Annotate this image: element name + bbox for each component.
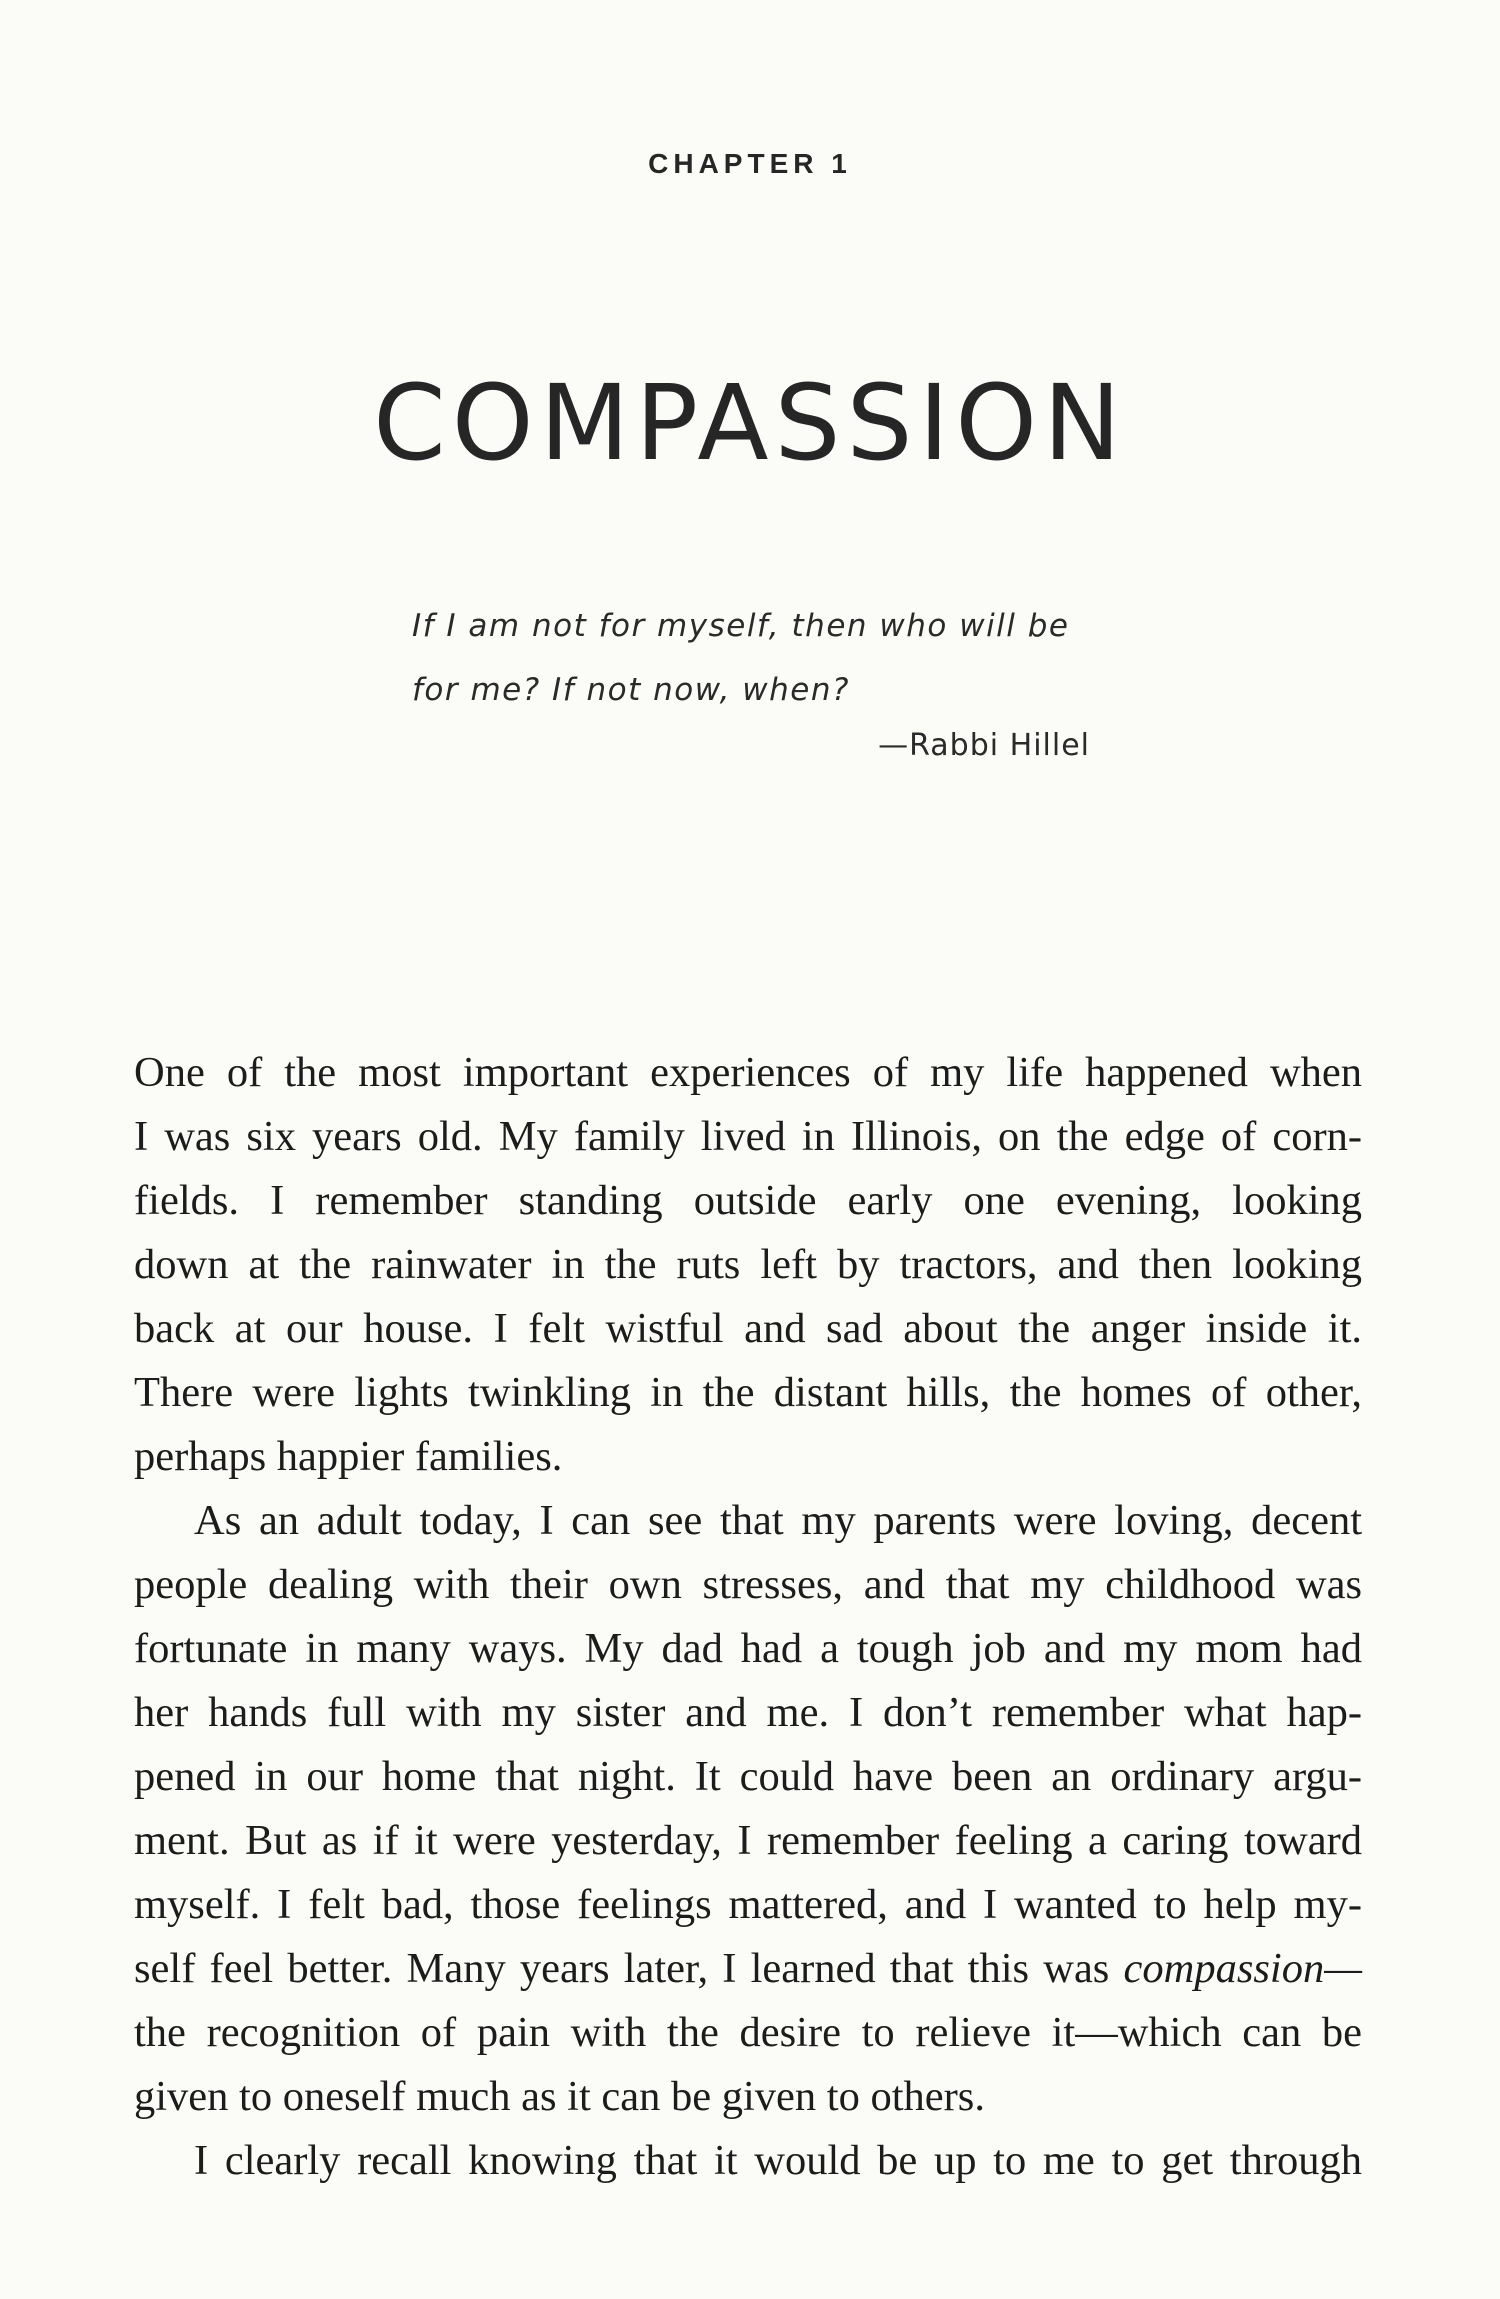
body-line: the recognition of pain with the desire to relieve it—which can be (134, 2009, 1362, 2056)
body-line: fields. I remember standing outside early one evening, looking (134, 1177, 1362, 1224)
emphasis-term: compassion— (1123, 1945, 1362, 1992)
body-line: down at the rainwater in the ruts left by tractors, and then looking (134, 1241, 1362, 1288)
body-text (134, 1041, 1362, 2193)
body-line: pened in our home that night. It could have been an ordinary argu- (134, 1753, 1362, 1800)
body-line: myself. I felt bad, those feelings mattered, and I wanted to help my- (134, 1881, 1362, 1928)
body-line: One of the most important experiences of my life happened when (134, 1049, 1362, 1096)
chapter-title: COMPASSION (373, 362, 1127, 484)
body-line: people dealing with their own stresses, and that my childhood was (134, 1561, 1362, 1608)
epigraph-line: If I am not for myself, then who will be (412, 608, 1070, 644)
body-line: fortunate in many ways. My dad had a tough job and my mom had (134, 1625, 1362, 1672)
body-line: her hands full with my sister and me. I don’t remember what hap- (134, 1689, 1362, 1736)
epigraph-line: for me? If not now, when? (412, 672, 850, 708)
epigraph-attribution: —Rabbi Hillel (878, 728, 1090, 763)
body-line: I was six years old. My family lived in Illinois, on the edge of corn- (134, 1113, 1362, 1160)
body-line: ment. But as if it were yesterday, I remember feeling a caring toward (134, 1817, 1362, 1864)
body-line: As an adult today, I can see that my parents were loving, decent (194, 1497, 1362, 1544)
body-line: There were lights twinkling in the distant hills, the homes of other, (134, 1369, 1362, 1416)
chapter-label: CHAPTER 1 (648, 148, 852, 179)
body-line: given to oneself much as it can be given to others. (134, 2073, 985, 2120)
body-line-with-emphasis (134, 1937, 1362, 2001)
body-line: perhaps happier families. (134, 1433, 563, 1480)
body-line: I clearly recall knowing that it would be up to me to get through (194, 2137, 1362, 2184)
body-line-text: self feel better. Many years later, I learned that this was (134, 1945, 1124, 1992)
epigraph-quote (412, 594, 1112, 722)
body-line: back at our house. I felt wistful and sad about the anger inside it. (134, 1305, 1362, 1352)
